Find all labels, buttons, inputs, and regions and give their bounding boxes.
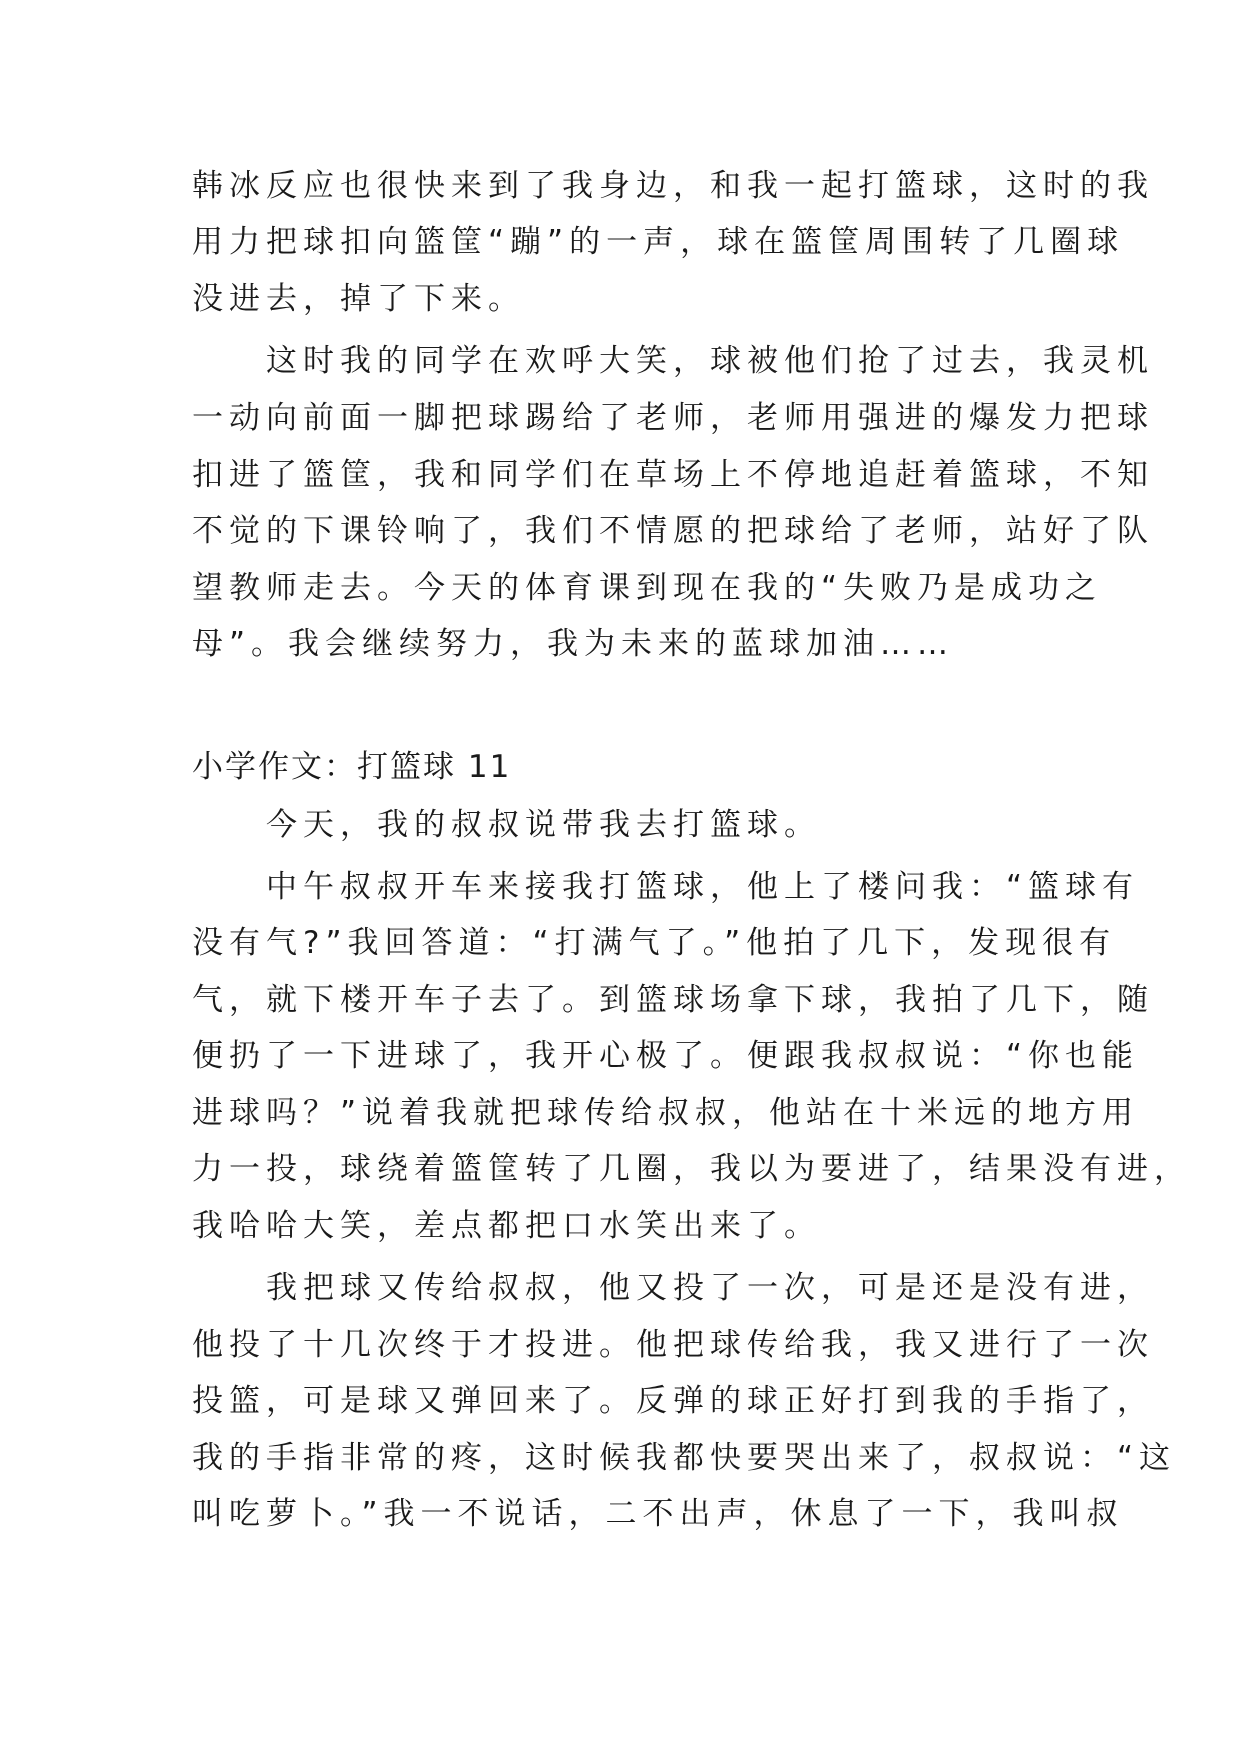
text-line: 没有气?”我回答道：“打满气了。”他拍了几下，发现很有 (192, 925, 1117, 961)
text-line: 我哈哈大笑，差点都把口水笑出来了。 (192, 1208, 821, 1244)
text-line: 一动向前面一脚把球踢给了老师，老师用强进的爆发力把球 (192, 400, 1154, 436)
text-line: 这时我的同学在欢呼大笑，球被他们抢了过去，我灵机 (192, 343, 1154, 379)
text-line: 力一投，球绕着篮筐转了几圈，我以为要进了，结果没有进， (192, 1151, 1191, 1187)
section-title: 小学作文：打篮球 11 (192, 749, 512, 785)
text-line: 便扔了一下进球了，我开心极了。便跟我叔叔说：“你也能 (192, 1038, 1140, 1074)
text-line: 气，就下楼开车子去了。到篮球场拿下球，我拍了几下，随 (192, 982, 1154, 1018)
text-line: 扣进了篮筐，我和同学们在草场上不停地追赶着篮球，不知 (192, 457, 1154, 493)
text-line: 没进去，掉了下来。 (192, 281, 525, 317)
text-line: 不觉的下课铃响了，我们不情愿的把球给了老师，站好了队 (192, 513, 1154, 549)
text-line: 叫吃萝卜。”我一不说话，二不出声，休息了一下，我叫叔 (192, 1496, 1124, 1532)
text-line: 我的手指非常的疼，这时候我都快要哭出来了，叔叔说：“这 (192, 1440, 1177, 1476)
text-line: 用力把球扣向篮筐“蹦”的一声，球在篮筐周围转了几圈球 (192, 224, 1125, 260)
text-line: 望教师走去。今天的体育课到现在我的“失败乃是成功之 (192, 570, 1103, 606)
text-line: 中午叔叔开车来接我打篮球，他上了楼问我：“篮球有 (192, 869, 1140, 905)
text-line: 他投了十几次终于才投进。他把球传给我，我又进行了一次 (192, 1327, 1154, 1363)
text-line: 我把球又传给叔叔，他又投了一次，可是还是没有进， (192, 1270, 1154, 1306)
text-line: 进球吗？”说着我就把球传给叔叔，他站在十米远的地方用 (192, 1095, 1140, 1131)
text-line: 投篮，可是球又弹回来了。反弹的球正好打到我的手指了， (192, 1383, 1154, 1419)
text-line: 今天，我的叔叔说带我去打篮球。 (192, 807, 821, 843)
text-line: 母”。我会继续努力，我为未来的蓝球加油…… (192, 626, 955, 662)
text-line: 韩冰反应也很快来到了我身边，和我一起打篮球，这时的我 (192, 168, 1154, 204)
